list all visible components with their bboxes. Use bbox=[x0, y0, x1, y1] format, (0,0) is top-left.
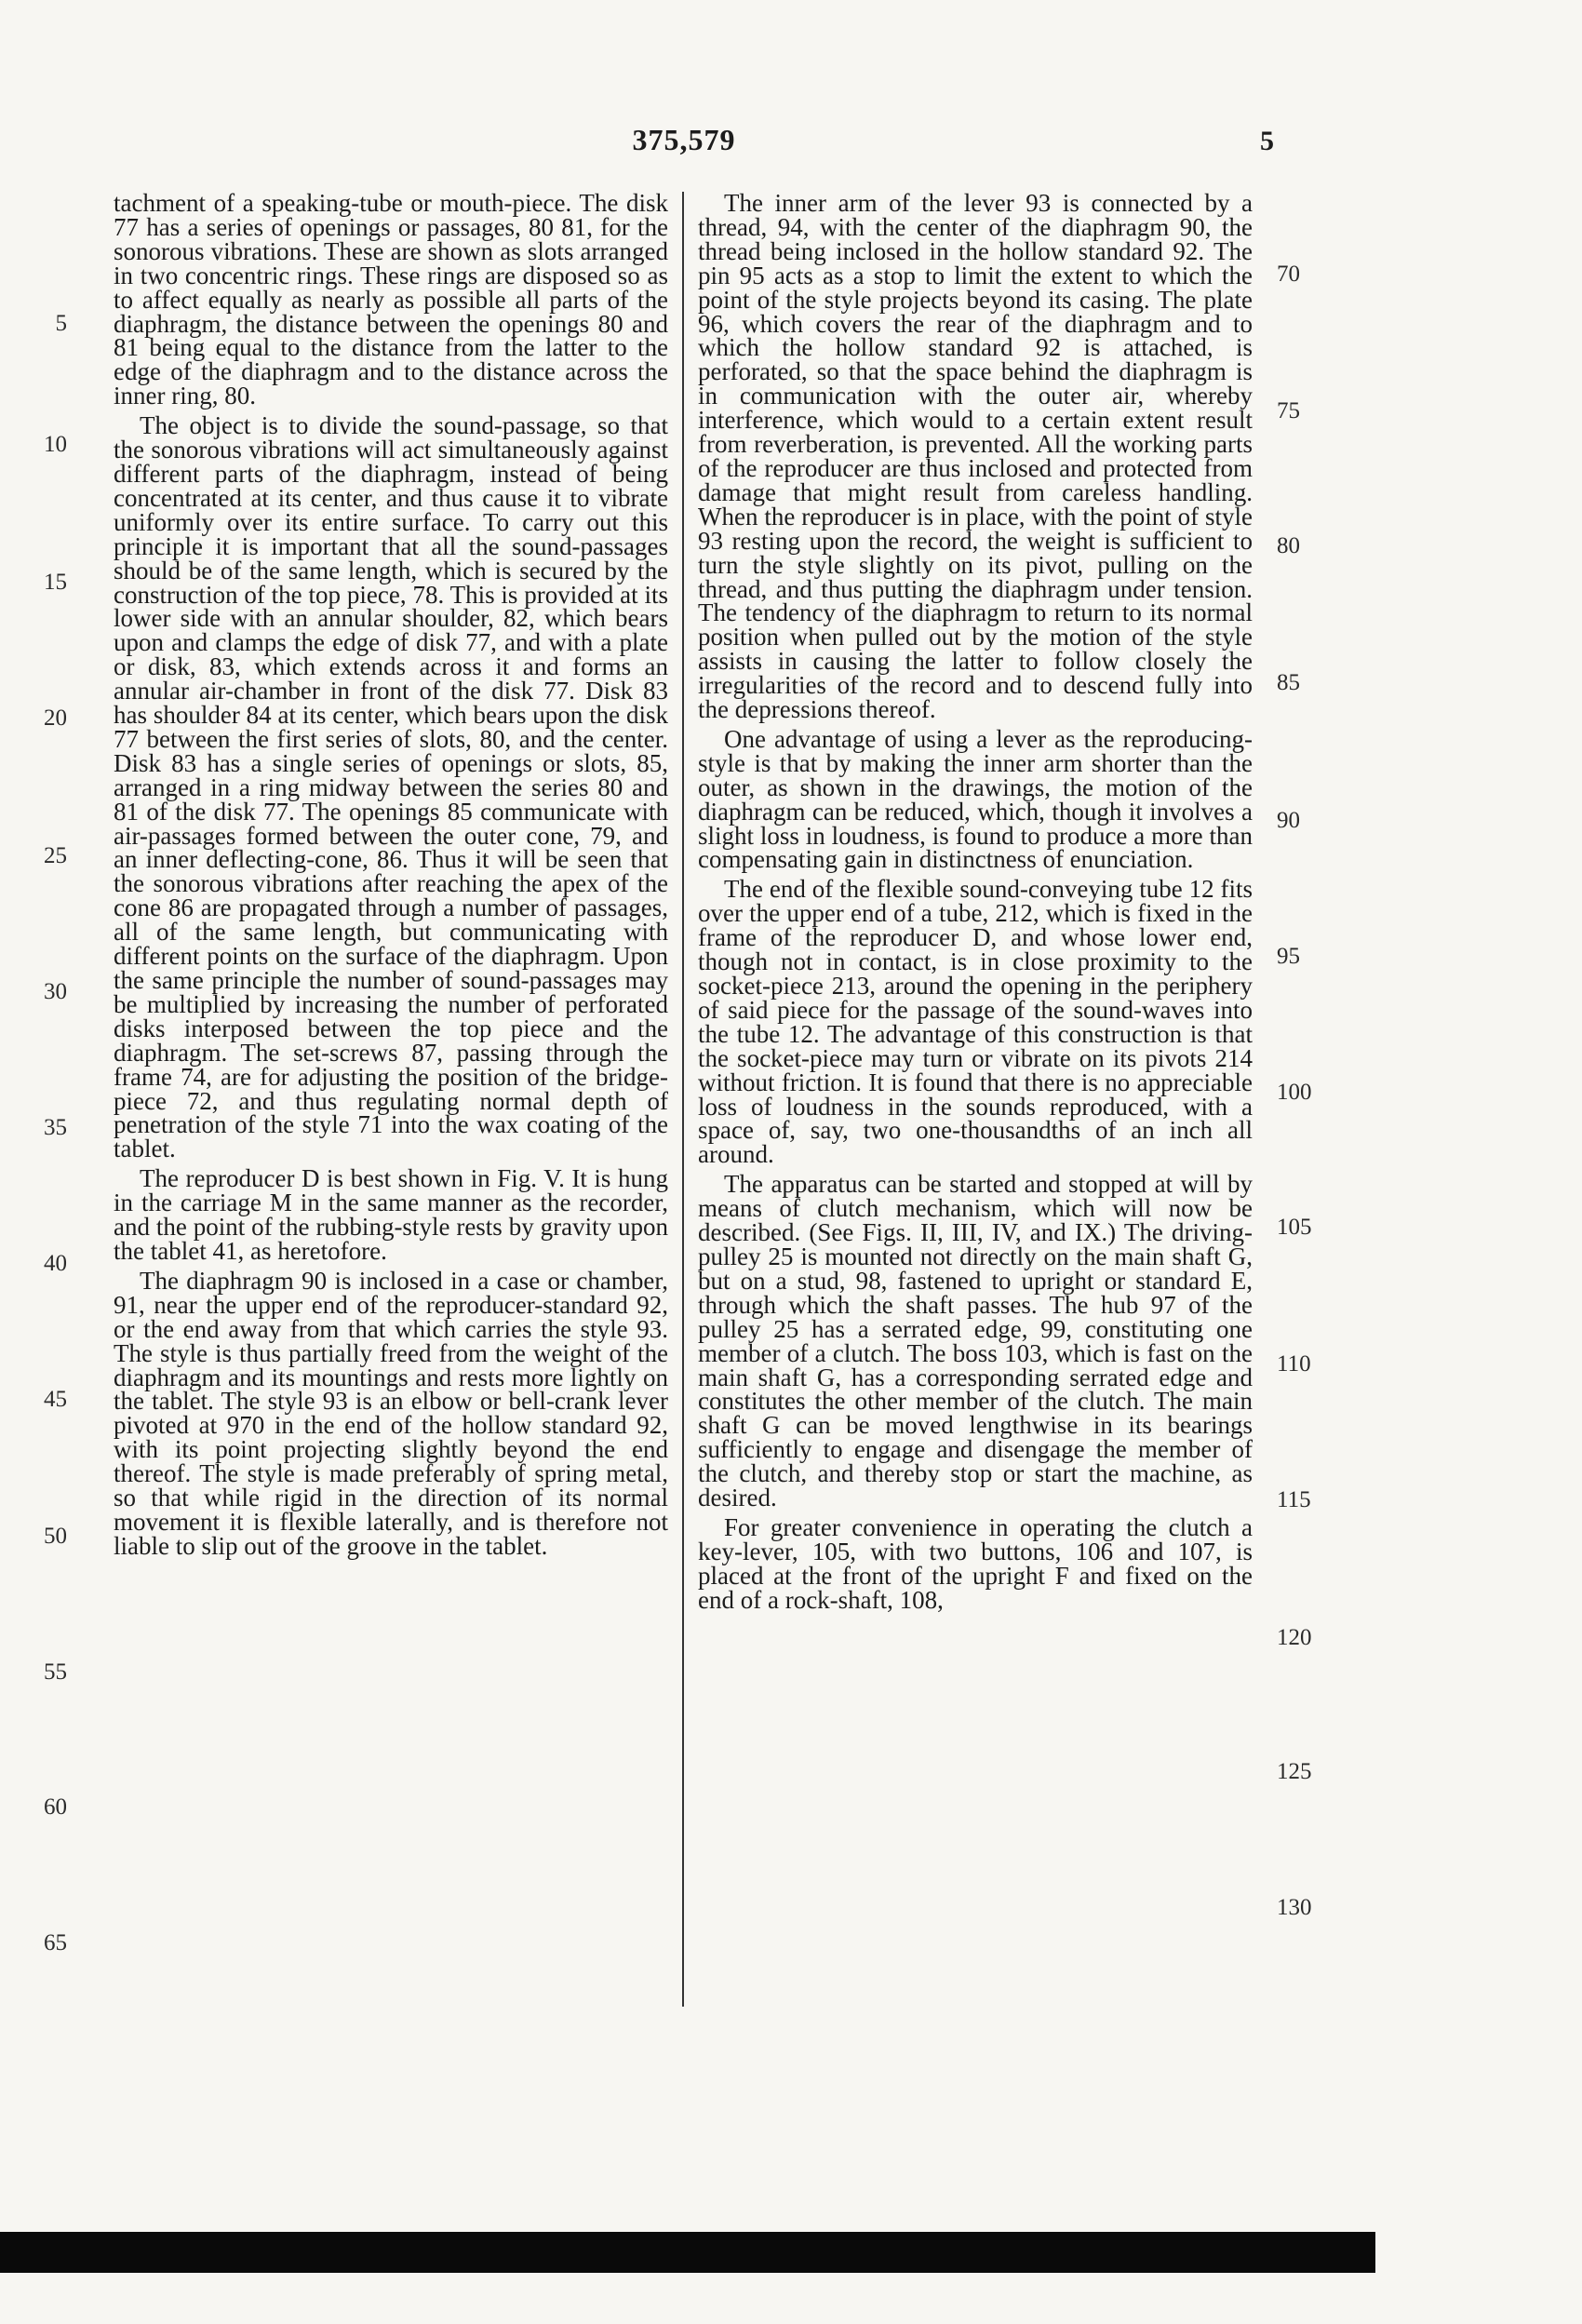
left-paragraph-3: The reproducer D is best shown in Fig. V. It is hung in the carriage M in the same manner as the recorder, and the point of the rubbing-style rests by gravity upon the tablet 41, as heretofore. bbox=[114, 1164, 668, 1265]
line-number: 120 bbox=[1277, 1625, 1312, 1650]
left-paragraph-2: The object is to divide the sound-passage, so that the sonorous vibrations will act simultaneously against different parts of the diaphragm, instead of being concentrated at its center, and thus cause it to vibrate uniformly over its entire surface. To carry out this principle it is important that all the sound-passages should be of the same length, which is secured by the construction of the top piece, 78. This is provided at its lower side with an annular shoulder, 82, which bears upon and clamps the edge of disk 77, and with a plate or disk, 83, which extends across it and forms an annular air-chamber in front of the disk 77. Disk 83 has shoulder 84 at its center, which bears upon the disk 77 between the first series of slots, 80, and the center. Disk 83 has a single series of openings or slots, 85, arranged in a ring midway between the series 80 and 81 of the disk 77. The openings 85 communicate with air-passages formed between the outer cone, 79, and an inner deflecting-cone, 86. Thus it will be seen that the sonorous vibrations after reaching the apex of the cone 86 are propagated through a number of passages, all of the same length, but communicating with different points on the surface of the diaphragm. Upon the same principle the number of sound-passages may be multiplied by increasing the number of perforated disks interposed between the top piece and the diaphragm. The set-screws 87, passing through the frame 74, are for adjusting the position of the bridge-piece 72, and thus regulating normal depth of penetration of the style 71 into the wax coating of the tablet. bbox=[114, 411, 668, 1163]
left-paragraph-1: tachment of a speaking-tube or mouth-piece. The disk 77 has a series of openings or passages, 80 81, for the sonorous vibrations. These are shown as slots arranged in two concentric rings. These rings are disposed so as to affect equally as nearly as possible all parts of the diaphragm, the distance between the openings 80 and 81 being equal to the distance from the latter to the edge of the diaphragm and to the distance across the inner ring, 80. bbox=[114, 192, 668, 410]
line-number: 25 bbox=[44, 843, 67, 868]
line-number: 75 bbox=[1277, 398, 1300, 423]
line-number: 20 bbox=[44, 705, 67, 731]
page-number: 375,579 bbox=[632, 123, 736, 156]
line-number: 110 bbox=[1277, 1351, 1311, 1377]
line-number: 95 bbox=[1277, 944, 1300, 969]
left-column bbox=[114, 192, 668, 2007]
line-number: 35 bbox=[44, 1115, 67, 1140]
sheet-number: 5 bbox=[1260, 126, 1274, 156]
line-number: 125 bbox=[1277, 1759, 1312, 1784]
right-paragraph-1: The inner arm of the lever 93 is connected by a thread, 94, with the center of the diaphragm 90, the thread being inclosed in the hollow standard 92. The pin 95 acts as a stop to limit the extent to which the point of the style projects beyond its casing. The plate 96, which covers the rear of the diaphragm and to which the hollow standard 92 is attached, is perforated, so that the space behind the diaphragm is in communication with the outer air, whereby interference, which would to a certain extent result from reverberation, is prevented. All the working parts of the reproducer are thus inclosed and protected from damage that might result from careless handling. When the reproducer is in place, with the point of style 93 resting upon the record, the weight is sufficient to turn the style slightly on its pivot, pulling on the thread, and thus putting the diaphragm under tension. The tendency of the diaphragm to return to its normal position when pulled out by the motion of the style assists in causing the latter to follow closely the irregularities of the record and to descend fully into the depressions thereof. bbox=[698, 192, 1253, 724]
right-paragraph-5: For greater convenience in operating the clutch a key-lever, 105, with two buttons, 106 and 107, is placed at the front of the upright F and fixed on the end of a rock-shaft, 108, bbox=[698, 1512, 1253, 1614]
line-number: 15 bbox=[44, 570, 67, 595]
line-number: 115 bbox=[1277, 1487, 1311, 1512]
line-number: 90 bbox=[1277, 808, 1300, 833]
column-divider bbox=[682, 192, 684, 2007]
line-number: 100 bbox=[1277, 1080, 1312, 1105]
right-paragraph-4: The apparatus can be started and stopped at will by means of clutch mechanism, which will now be described. (See Figs. II, III, IV, and IX.) The driving-pulley 25 is mounted not directly on the main shaft G, but on a stud, 98, fastened to upright or standard E, through which the shaft passes. The hub 97 of the pulley 25 has a serrated edge, 99, constituting one member of a clutch. The boss 103, which is fast on the main shaft G, has a corresponding serrated edge and constitutes the other member of the clutch. The main shaft G can be moved lengthwise in its bearings sufficiently to engage and disengage the member of the clutch, and thereby stop or start the machine, as desired. bbox=[698, 1170, 1253, 1512]
right-paragraph-2: One advantage of using a lever as the reproducing-style is that by making the inner arm shorter than the outer, as shown in the drawings, the motion of the diaphragm can be reduced, which, though it involves a slight loss in loudness, is found to produce a more than compensating gain in distinctness of enunciation. bbox=[698, 724, 1253, 874]
right-paragraph-3: The end of the flexible sound-conveying tube 12 fits over the upper end of a tube, 212, which is fixed in the frame of the reproducer D, and whose lower end, though not in contact, is in close proximity to the socket-piece 213, around the opening in the periphery of said piece for the passage of the sound-waves into the tube 12. The advantage of this construction is that the socket-piece may turn or vibrate on its pivots 214 without friction. It is found that there is no appreciable loss of loudness in the sounds reproduced, with a space of, say, two one-thousandths of an inch all around. bbox=[698, 875, 1253, 1169]
line-number: 70 bbox=[1277, 262, 1300, 287]
line-number: 55 bbox=[44, 1659, 67, 1685]
line-number: 40 bbox=[44, 1251, 67, 1276]
line-number: 45 bbox=[44, 1387, 67, 1412]
left-paragraph-4: The diaphragm 90 is inclosed in a case or chamber, 91, near the upper end of the reproducer-standard 92, or the end away from that which carries the style 93. The style is thus partially freed from the weight of the diaphragm and its mountings and rests more lightly on the tablet. The style 93 is an elbow or bell-crank lever pivoted at 970 in the end of the hollow standard 92, with its point projecting slightly beyond the end thereof. The style is made preferably of spring metal, so that while rigid in the direction of its normal movement it is flexible laterally, and is therefore not liable to slip out of the groove in the tablet. bbox=[114, 1266, 668, 1560]
scan-border-bar bbox=[0, 2232, 1375, 2273]
line-number: 105 bbox=[1277, 1215, 1312, 1240]
line-number: 80 bbox=[1277, 533, 1300, 558]
right-column bbox=[698, 192, 1253, 2007]
line-number: 85 bbox=[1277, 670, 1300, 695]
line-number: 60 bbox=[44, 1794, 67, 1820]
line-number: 5 bbox=[55, 311, 67, 336]
line-number: 10 bbox=[44, 432, 67, 457]
line-number: 65 bbox=[44, 1930, 67, 1955]
line-number: 50 bbox=[44, 1524, 67, 1549]
line-number: 130 bbox=[1277, 1895, 1312, 1920]
line-number: 30 bbox=[44, 979, 67, 1004]
